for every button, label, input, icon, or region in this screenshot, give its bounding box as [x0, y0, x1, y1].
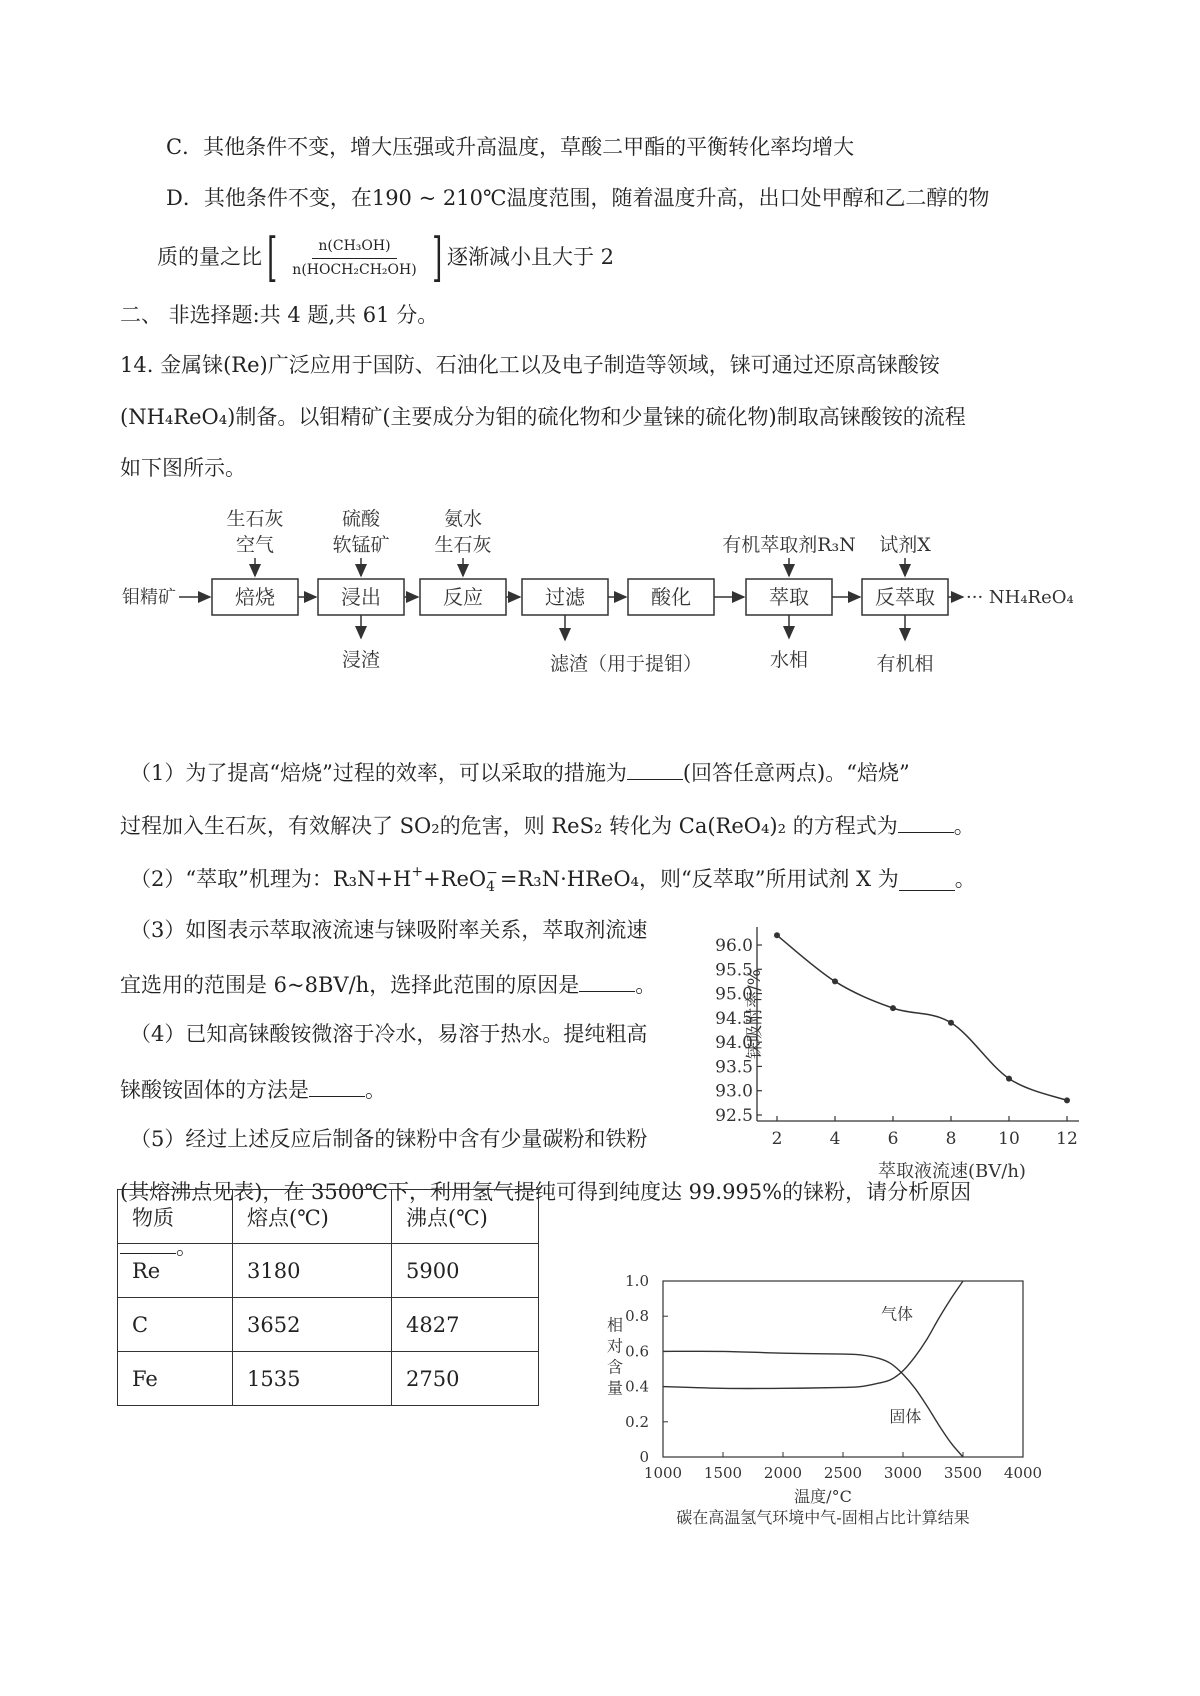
svg-text:酸化: 酸化 — [651, 585, 691, 609]
q1-line1 — [130, 758, 910, 786]
answer-blank[interactable] — [579, 970, 635, 992]
table-header-row — [118, 1190, 539, 1244]
carbon-phase-chart — [590, 1255, 1110, 1555]
right-bracket: ] — [431, 228, 442, 288]
q14-intro-line1: 14. 金属铼(Re)广泛应用于国防、石油化工以及电子制造等领域，铼可通过还原高铼酸铵 — [120, 353, 940, 377]
chart1-y-tick-label: 95.0 — [715, 984, 753, 1005]
table-row — [118, 1352, 539, 1406]
chart2-y-tick-label: 0.6 — [625, 1342, 649, 1361]
table-cell: Re — [118, 1244, 233, 1298]
flow-start: 钼精矿 — [122, 587, 176, 608]
q4-line2-text: 铼酸铵固体的方法是 — [120, 1078, 309, 1102]
q1-line2-tail: 。 — [953, 814, 975, 838]
chart1-x-tick-label: 4 — [829, 1129, 841, 1149]
table-row — [118, 1298, 539, 1352]
chart2-legend-gas: 气体 — [880, 1304, 914, 1324]
chart2-ylabel: 相对含量 — [606, 1315, 624, 1398]
option-d-line2 — [157, 228, 615, 288]
q4-line1: （4）已知高铼酸铵微溶于冷水，易溶于热水。提纯粗高 — [130, 1022, 648, 1046]
flow-input-react-2: 生石灰 — [434, 534, 492, 556]
option-d-line1: D．其他条件不变，在190 ~ 210℃温度范围，随着温度升高，出口处甲醇和乙二醇的物 — [166, 186, 990, 210]
chart2-y-tick-label: 0.2 — [625, 1412, 649, 1431]
flow-input-extract: 有机萃取剂R₃N — [722, 534, 856, 556]
q3-line2-tail: 。 — [635, 973, 657, 997]
chart1-data-point — [832, 978, 838, 984]
flow-input-leach-1: 硫酸 — [341, 508, 381, 530]
flow-input-leach-2: 软锰矿 — [332, 534, 390, 556]
chart2-x-tick-label: 4000 — [1003, 1464, 1043, 1482]
table-cell: 2750 — [392, 1352, 539, 1406]
flow-step-leach — [318, 579, 404, 615]
flow-input-roast-1: 生石灰 — [226, 508, 284, 530]
chart2-x-tick-label: 1000 — [643, 1464, 683, 1482]
flow-input-back-extract: 试剂X — [879, 534, 931, 556]
option-d-prefix: 质的量之比 — [157, 245, 262, 270]
chart1-data-point — [890, 1005, 896, 1011]
adsorption-rate-chart — [715, 905, 1100, 1185]
chart2-x-tick-label: 2500 — [823, 1464, 863, 1482]
table-cell: Fe — [118, 1352, 233, 1406]
chart1-x-tick-label: 2 — [771, 1129, 783, 1149]
chart1-xlabel: 萃取液流速(BV/h) — [878, 1161, 1026, 1182]
q1-line2 — [120, 811, 975, 839]
flow-output-leach: 浸渣 — [341, 649, 381, 671]
chart2-gas-line — [663, 1281, 963, 1389]
flow-output-filter: 滤渣（用于提钼） — [549, 653, 703, 675]
process-flowchart — [0, 490, 1200, 730]
chart2-y-tick-label: 0 — [639, 1448, 649, 1466]
chart1-y-tick-label: 94.5 — [715, 1008, 753, 1029]
q2-text-c: +ReO — [423, 867, 487, 892]
q1-line2-text: 过程加入生石灰，有效解决了 SO₂的危害，则 ReS₂ 转化为 Ca(ReO₄)₂ 的方程式为 — [120, 814, 898, 838]
q4-line2 — [120, 1075, 386, 1103]
q3-line2-text: 宜选用的范围是 6~8BV/h，选择此范围的原因是 — [120, 973, 580, 997]
q5-line2: (其熔沸点见表)，在 3500℃下，利用氢气提纯可得到纯度达 99.995%的铼粉，请分析原因 — [120, 1180, 972, 1204]
chart1-data-point — [1064, 1097, 1070, 1103]
ion-charge: − — [486, 865, 498, 881]
table-cell: 3180 — [233, 1244, 392, 1298]
table-header-cell: 物质 — [118, 1190, 233, 1244]
flow-step-roast — [212, 579, 298, 615]
table-cell: 5900 — [392, 1244, 539, 1298]
left-bracket: [ — [267, 228, 278, 288]
chart1-series-line — [777, 935, 1067, 1100]
q5-line3-tail: 。 — [176, 1235, 197, 1259]
flow-step-back-extract — [862, 579, 948, 615]
flow-step-react — [420, 579, 506, 615]
chart2-plot-frame — [663, 1281, 1023, 1457]
svg-text:反应: 反应 — [443, 585, 483, 609]
svg-text:萃取: 萃取 — [769, 585, 809, 609]
answer-blank[interactable] — [309, 1075, 365, 1097]
melting-boiling-table — [117, 1189, 539, 1406]
perrhenate-sub-sup — [486, 866, 498, 894]
chart1-y-tick-label: 92.5 — [715, 1106, 753, 1126]
flow-output-extract: 水相 — [769, 649, 809, 671]
chart1-y-tick-label: 93.0 — [715, 1081, 753, 1102]
chart2-legend-solid: 固体 — [889, 1406, 922, 1426]
chart1-x-tick-label: 6 — [887, 1129, 899, 1149]
table-header-cell: 熔点(℃) — [233, 1190, 392, 1244]
q14-intro-line3: 如下图所示。 — [120, 456, 246, 480]
table-header-cell: 沸点(℃) — [392, 1190, 539, 1244]
chart1-data-point — [1006, 1076, 1012, 1082]
chart2-y-tick-label: 1.0 — [625, 1272, 649, 1290]
flow-output-back-extract: 有机相 — [876, 653, 934, 675]
chart2-x-tick-label: 1500 — [703, 1464, 743, 1482]
q3-line1: （3）如图表示萃取液流速与铼吸附率关系，萃取剂流速 — [130, 918, 648, 942]
answer-blank[interactable] — [898, 811, 954, 833]
flow-input-react-1: 氨水 — [443, 508, 483, 530]
chart1-data-point — [948, 1020, 954, 1026]
chart1-y-tick-label: 95.5 — [715, 960, 753, 981]
chart1-ylabel: 铼吸附率/% — [745, 969, 765, 1059]
table-cell: 3652 — [233, 1298, 392, 1352]
q2-charge-plus: + — [411, 863, 424, 880]
q2-text-b: R₃N+H — [332, 867, 412, 892]
chart2-y-tick-label: 0.4 — [625, 1377, 649, 1396]
q3-line2 — [120, 970, 656, 998]
svg-text:焙烧: 焙烧 — [235, 585, 275, 609]
flow-input-roast-2: 空气 — [235, 534, 275, 556]
flow-step-filter — [522, 579, 608, 615]
chart2-y-tick-label: 0.8 — [625, 1307, 649, 1326]
q2-text-d: =R₃N·HReO₄，则“反萃取”所用试剂 X 为 — [499, 867, 899, 892]
flow-step-acidify — [628, 579, 714, 615]
chart1-x-tick-label: 10 — [998, 1129, 1020, 1149]
chart2-xlabel: 温度/°C — [794, 1487, 852, 1506]
section-heading: 二、 非选择题:共 4 题,共 61 分。 — [120, 303, 439, 327]
q14-intro-line2: (NH₄ReO₄)制备。以钼精矿(主要成分为钼的硫化物和少量铼的硫化物)制取高铼酸铵的流程 — [120, 405, 966, 429]
q1-line1-text: （1）为了提高“焙烧”过程的效率，可以采取的措施为 — [130, 761, 627, 785]
table-cell: C — [118, 1298, 233, 1352]
chart1-y-tick-label: 94.0 — [715, 1033, 753, 1054]
svg-text:浸出: 浸出 — [341, 585, 381, 609]
table-cell: 1535 — [233, 1352, 392, 1406]
option-c: C．其他条件不变，增大压强或升高温度，草酸二甲酯的平衡转化率均增大 — [166, 135, 855, 159]
table-row — [118, 1244, 539, 1298]
chart1-x-tick-label: 8 — [945, 1129, 957, 1149]
chart1-x-tick-label: 12 — [1056, 1129, 1078, 1149]
flow-end-product: ··· NH₄ReO₄ — [966, 587, 1074, 608]
q1-line1-tail: (回答任意两点)。“焙烧” — [682, 761, 910, 785]
option-d-suffix: 逐渐减小且大于 2 — [446, 245, 615, 270]
answer-blank[interactable] — [627, 758, 683, 780]
svg-text:反萃取: 反萃取 — [875, 585, 935, 609]
ion-subscript: 4 — [486, 879, 496, 895]
q2-text-e: 。 — [954, 867, 976, 892]
chart2-solid-line — [663, 1351, 963, 1457]
chart1-data-point — [774, 932, 780, 938]
chart2-x-tick-label: 3500 — [943, 1464, 983, 1482]
chart2-title: 碳在高温氢气环境中气-固相占比计算结果 — [676, 1508, 970, 1527]
chart1-y-tick-label: 93.5 — [715, 1057, 753, 1078]
fraction-numerator: n(CH₃OH) — [312, 238, 396, 259]
svg-text:过滤: 过滤 — [545, 585, 585, 609]
fraction-denominator: n(HOCH₂CH₂OH) — [292, 261, 417, 278]
q2-line — [130, 863, 976, 895]
q4-line2-tail: 。 — [365, 1078, 386, 1102]
q2-text-a: （2）“萃取”机理为： — [130, 867, 333, 892]
mole-ratio-fraction — [286, 238, 422, 279]
q5-line1: （5）经过上述反应后制备的铼粉中含有少量碳粉和铁粉 — [130, 1127, 648, 1151]
chart2-x-tick-label: 3000 — [883, 1464, 923, 1482]
flow-step-extract — [746, 579, 832, 615]
table-cell: 4827 — [392, 1298, 539, 1352]
chart2-x-tick-label: 2000 — [763, 1464, 803, 1482]
chart1-y-tick-label: 96.0 — [715, 936, 753, 956]
answer-blank[interactable] — [899, 869, 955, 891]
